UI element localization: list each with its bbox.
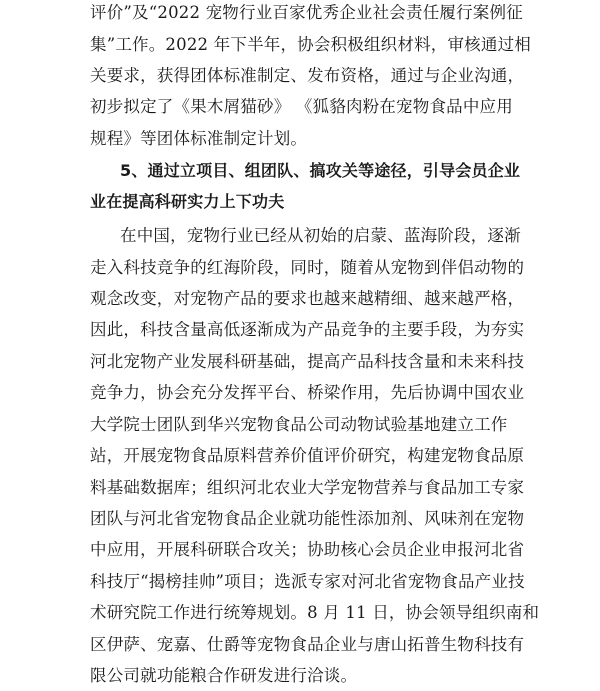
paragraph-line: 大学院士团队到华兴宠物食品公司动物试验基地建立工作 [90, 415, 508, 434]
paragraph-line: 初步拟定了《果木屑猫砂》 《狐貉肉粉在宠物食品中应用 [90, 97, 513, 116]
paragraph-line: 料基础数据库；组织河北农业大学宠物营养与食品加工专家 [90, 478, 525, 497]
paragraph-line: 观念改变，对宠物产品的要求也越来越精细、越来越严格， [90, 289, 525, 308]
paragraph-line: 因此，科技含量高低逐渐成为产品竞争的主要手段，为夯实 [90, 320, 525, 339]
paragraph-line: 河北宠物产业发展科研基础，提高产品科技含量和未来科技 [90, 352, 525, 371]
paragraph-line: 区伊萨、宠嘉、仕爵等宠物食品企业与唐山拓普生物科技有 [90, 635, 525, 654]
paragraph-line: 站，开展宠物食品原料营养价值评价研究，构建宠物食品原 [90, 446, 525, 465]
section-heading-continuation: 业在提高科研实力上下功夫 [90, 192, 285, 211]
section-heading: 5、通过立项目、组团队、搞攻关等途径，引导会员企业 [120, 161, 521, 180]
paragraph-line: 规程》等团体标准制定计划。 [90, 129, 308, 148]
paragraph-line: 在中国，宠物行业已经从初始的启蒙、蓝海阶段，逐渐 [120, 226, 521, 245]
paragraph-line: 术研究院工作进行统筹规划。8 月 11 日，协会领导组织南和 [90, 603, 540, 622]
paragraph-line: 集”工作。2022 年下半年，协会积极组织材料，审核通过相 [90, 35, 531, 54]
paragraph-line: 科技厅“揭榜挂帅”项目；选派专家对河北省宠物食品产业技 [90, 572, 525, 591]
paragraph-line: 中应用，开展科研联合攻关；协助核心会员企业申报河北省 [90, 540, 525, 559]
paragraph-line: 评价”及“2022 宠物行业百家优秀企业社会责任履行案例征 [90, 3, 523, 22]
paragraph-line: 走入科技竞争的红海阶段，同时，随着从宠物到伴侣动物的 [90, 258, 525, 277]
paragraph-line: 竞争力，协会充分发挥平台、桥梁作用，先后协调中国农业 [90, 383, 525, 402]
paragraph-line: 限公司就功能粮合作研发进行洽谈。 [90, 666, 358, 685]
paragraph-line: 团队与河北省宠物食品企业就功能性添加剂、风味剂在宠物 [90, 509, 525, 528]
paragraph-line: 关要求，获得团体标准制定、发布资格，通过与企业沟通， [90, 66, 525, 85]
